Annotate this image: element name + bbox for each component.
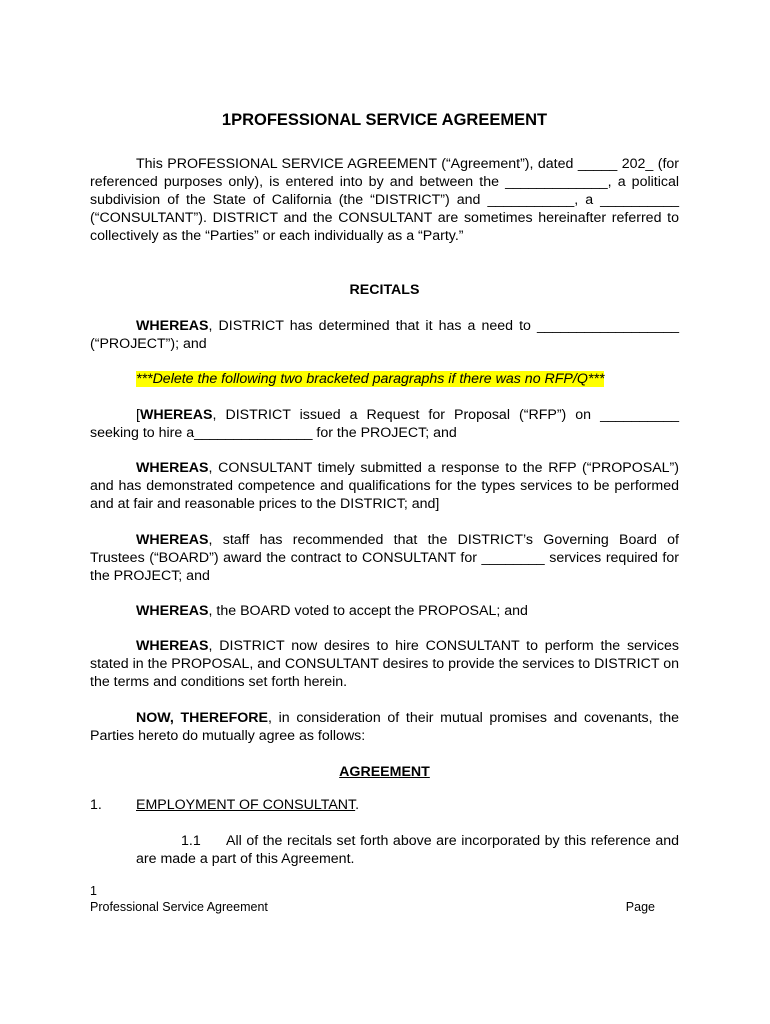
footer-doc-name: Professional Service Agreement [90, 900, 268, 914]
section-title-punct: . [355, 797, 360, 813]
now-therefore-paragraph [90, 709, 679, 745]
instruction-note-line [90, 370, 679, 388]
whereas-text: , CONSULTANT timely submitted a response to the RFP (“PROPOSAL”) and has demonstrated competence and qualifications for the types services to be performed and at fair and reasonable prices to the DISTRICT; and] [90, 460, 679, 512]
section-title-wrap [136, 796, 359, 814]
section-1-1-paragraph [136, 832, 679, 868]
footer-page-number: 1 [90, 884, 97, 898]
whereas-paragraph-4 [90, 531, 679, 585]
whereas-paragraph-3 [90, 459, 679, 513]
whereas-lead: WHEREAS [136, 532, 209, 548]
whereas-text: , DISTRICT has determined that it has a need to __________________ (“PROJECT”); and [90, 318, 679, 352]
intro-paragraph: This PROFESSIONAL SERVICE AGREEMENT (“Agreement”), dated _____ 202_ (for referenced purposes only), is entered into by and between the _____________, a political subdivision of the State of California (the “DISTRICT”) and ___________, a __________ (“CONSULTANT”). DISTRICT and the CONSULTANT are sometimes hereinafter referred to collectively as the “Parties” or each individually as a “Party.” [90, 156, 679, 244]
whereas-paragraph-5 [90, 602, 679, 620]
footer-line [90, 899, 679, 915]
recitals-heading: RECITALS [349, 282, 420, 298]
agreement-heading: AGREEMENT [339, 764, 430, 780]
footer [90, 883, 679, 915]
instruction-note: ***Delete the following two bracketed paragraphs if there was no RFP/Q*** [136, 371, 605, 387]
whereas-lead: WHEREAS [136, 318, 209, 334]
section-1-heading [90, 796, 679, 814]
now-therefore-text: , in consideration of their mutual promises and covenants, the Parties hereto do mutually agree as follows: [90, 710, 679, 744]
bracket-open: [ [136, 407, 140, 423]
whereas-paragraph-1 [90, 317, 679, 353]
whereas-text: , DISTRICT now desires to hire CONSULTANT to perform the services stated in the PROPOSAL, and CONSULTANT desires to provide the services to DISTRICT on the terms and conditions set forth herein. [90, 638, 679, 690]
subsection-text: All of the recitals set forth above are incorporated by this reference and are made a part of this Agreement. [136, 833, 679, 867]
now-therefore-lead: NOW, THEREFORE [136, 710, 268, 726]
whereas-paragraph-6 [90, 637, 679, 691]
whereas-text: , DISTRICT issued a Request for Proposal (“RFP”) on __________ seeking to hire a_______________ for the PROJECT; and [90, 407, 679, 441]
whereas-text: , the BOARD voted to accept the PROPOSAL; and [208, 603, 528, 619]
whereas-lead: WHEREAS [136, 603, 209, 619]
footer-page-label: Page [625, 900, 655, 914]
subsection-number: 1.1 [181, 833, 201, 849]
whereas-lead: WHEREAS [136, 460, 209, 476]
whereas-lead: WHEREAS [136, 638, 209, 654]
whereas-lead: WHEREAS [139, 407, 213, 423]
document-title: 1PROFESSIONAL SERVICE AGREEMENT [221, 111, 548, 129]
section-number: 1. [90, 797, 102, 813]
section-title: EMPLOYMENT OF CONSULTANT [136, 797, 356, 813]
whereas-paragraph-2 [90, 406, 679, 442]
whereas-text: , staff has recommended that the DISTRICT’s Governing Board of Trustees (“BOARD”) award the contract to CONSULTANT for ________ services required for the PROJECT; and [90, 532, 679, 584]
